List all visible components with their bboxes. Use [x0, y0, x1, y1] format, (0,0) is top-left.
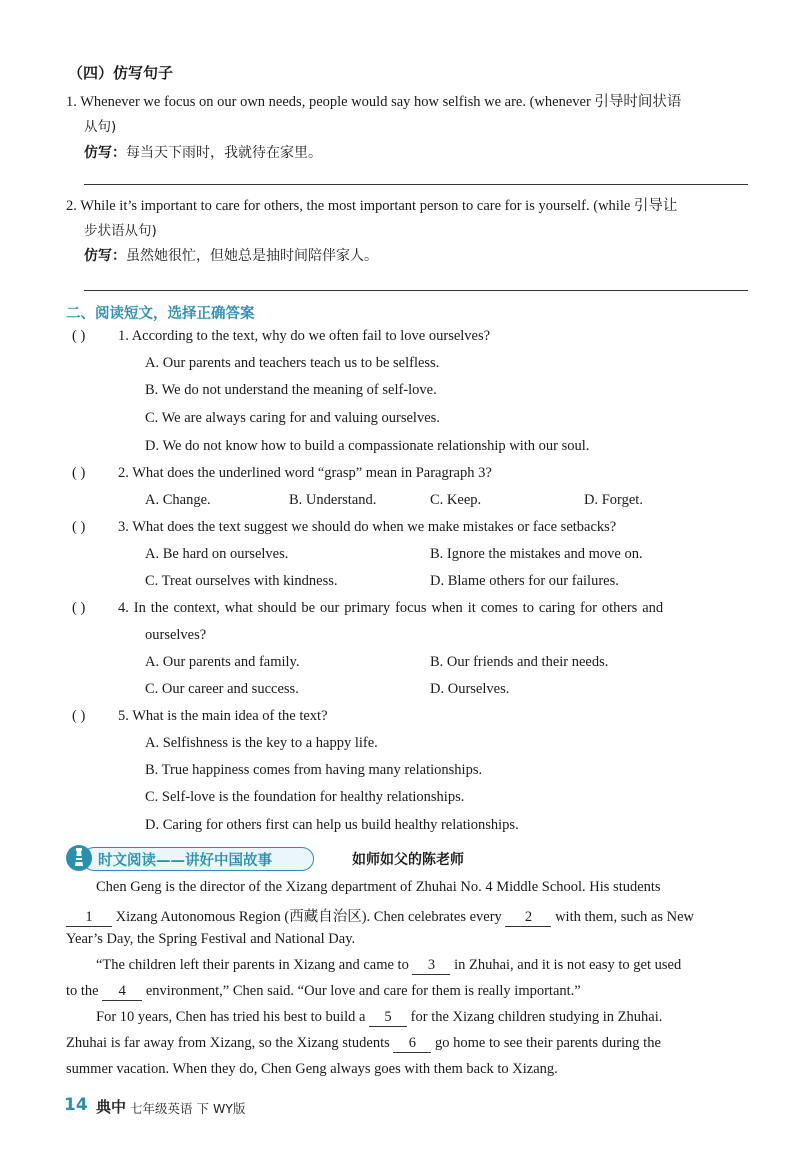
question-1-stem: 1. According to the text, why do we often fail to love ourselves?	[118, 328, 491, 344]
question-4-option-b: B. Our friends and their needs.	[430, 654, 609, 670]
imitation-item-1-line1: 1. Whenever we focus on our own needs, people would say how selfish we are. (whenever 引导时间状语	[66, 94, 682, 110]
answer-paren-3[interactable]: ( )	[72, 519, 86, 535]
question-2-option-d: D. Forget.	[584, 492, 643, 508]
question-3-option-d: D. Blame others for our failures.	[430, 573, 619, 589]
imitation-item-2-prompt	[84, 245, 378, 265]
question-5-option-a: A. Selfishness is the key to a happy life.	[145, 735, 378, 751]
question-2-stem: 2. What does the underlined word “grasp” mean in Paragraph 3?	[118, 465, 492, 481]
story-p3-line3: summer vacation. When they do, Chen Geng always goes with them back to Xizang.	[66, 1061, 558, 1077]
blank-1[interactable]: 1	[66, 910, 112, 927]
question-1-option-c: C. We are always caring for and valuing ourselves.	[145, 410, 440, 426]
story-text: go home to see their parents during the	[435, 1035, 661, 1051]
answer-paren-1[interactable]: ( )	[72, 328, 86, 344]
blank-6[interactable]: 6	[393, 1036, 431, 1053]
section-heading-reading: 二、阅读短文，选择正确答案	[66, 306, 255, 322]
answer-paren-5[interactable]: ( )	[72, 708, 86, 724]
book-title: 七年级英语 下 WY版	[130, 1101, 246, 1116]
story-text: to the	[66, 983, 99, 999]
imitation-item-1-line2: 从句)	[84, 119, 117, 135]
blank-3[interactable]: 3	[412, 958, 450, 975]
question-4-stem: 4. In the context, what should be our primary focus when it comes to caring for others and	[118, 600, 664, 616]
story-p1-line3: Year’s Day, the Spring Festival and National Day.	[66, 931, 356, 947]
story-text: “The children left their parents in Xizang and came to	[96, 957, 409, 973]
question-3-option-a: A. Be hard on ourselves.	[145, 546, 289, 562]
story-p1-line2	[66, 905, 694, 927]
story-text: with them, such as New	[555, 909, 694, 925]
story-title: 如师如父的陈老师	[352, 852, 464, 868]
lighthouse-icon	[66, 845, 92, 871]
story-p3-line1	[96, 1009, 662, 1027]
question-5-stem: 5. What is the main idea of the text?	[118, 708, 328, 724]
imitation-prompt-text: 每当天下雨时，我就待在家里。	[126, 145, 322, 161]
answer-paren-4[interactable]: ( )	[72, 600, 86, 616]
blank-4[interactable]: 4	[102, 984, 142, 1001]
question-5-option-d: D. Caring for others first can help us build healthy relationships.	[145, 817, 519, 833]
story-p1-line1: Chen Geng is the director of the Xizang department of Zhuhai No. 4 Middle School. His students	[96, 879, 661, 895]
story-text: for the Xizang children studying in Zhuhai.	[410, 1009, 663, 1025]
story-p2-line2	[66, 983, 581, 1001]
question-3-option-c: C. Treat ourselves with kindness.	[145, 573, 338, 589]
question-1-option-a: A. Our parents and teachers teach us to be selfless.	[145, 355, 440, 371]
answer-paren-2[interactable]: ( )	[72, 465, 86, 481]
question-4-option-d: D. Ourselves.	[430, 681, 510, 697]
question-4-option-c: C. Our career and success.	[145, 681, 299, 697]
story-text: Zhuhai is far away from Xizang, so the Xizang students	[66, 1035, 390, 1051]
question-2-option-a: A. Change.	[145, 492, 211, 508]
imitation-prompt-text: 虽然她很忙，但她总是抽时间陪伴家人。	[126, 248, 378, 264]
story-text: in Zhuhai, and it is not easy to get used	[454, 957, 682, 973]
question-5-option-c: C. Self-love is the foundation for healthy relationships.	[145, 789, 465, 805]
blank-5[interactable]: 5	[369, 1010, 407, 1027]
imitation-item-1-prompt	[84, 142, 322, 162]
answer-line-2[interactable]	[84, 290, 748, 291]
imitation-label: 仿写：	[84, 248, 126, 264]
question-2-option-b: B. Understand.	[289, 492, 377, 508]
question-4-stem-cont: ourselves?	[145, 627, 207, 643]
brand-logo: 典中	[96, 1098, 127, 1116]
imitation-item-2-line1: 2. While it’s important to care for others, the most important person to care for is yourself. (while 引导让	[66, 198, 678, 214]
story-p3-line2	[66, 1035, 661, 1053]
story-p2-line1	[96, 957, 681, 975]
question-2-option-c: C. Keep.	[430, 492, 482, 508]
section-heading-imitation: （四）仿写句子	[68, 64, 174, 82]
story-banner	[66, 845, 316, 871]
question-1-option-d: D. We do not know how to build a compassionate relationship with our soul.	[145, 438, 590, 454]
question-1-option-b: B. We do not understand the meaning of self-love.	[145, 382, 437, 398]
blank-2[interactable]: 2	[505, 910, 551, 927]
question-3-option-b: B. Ignore the mistakes and move on.	[430, 546, 643, 562]
question-5-option-b: B. True happiness comes from having many relationships.	[145, 762, 483, 778]
question-4-option-a: A. Our parents and family.	[145, 654, 300, 670]
banner-title: 时文阅读——讲好中国故事	[98, 853, 272, 869]
page-number: 14	[64, 1095, 88, 1115]
imitation-item-2-line2: 步状语从句)	[84, 223, 157, 239]
story-text: For 10 years, Chen has tried his best to build a	[96, 1009, 366, 1025]
answer-line-1[interactable]	[84, 184, 748, 185]
question-3-stem: 3. What does the text suggest we should do when we make mistakes or face setbacks?	[118, 519, 617, 535]
imitation-label: 仿写：	[84, 145, 126, 161]
story-text: environment,” Chen said. “Our love and care for them is really important.”	[145, 983, 581, 999]
story-text: Xizang Autonomous Region (西藏自治区). Chen celebrates every	[115, 909, 502, 925]
